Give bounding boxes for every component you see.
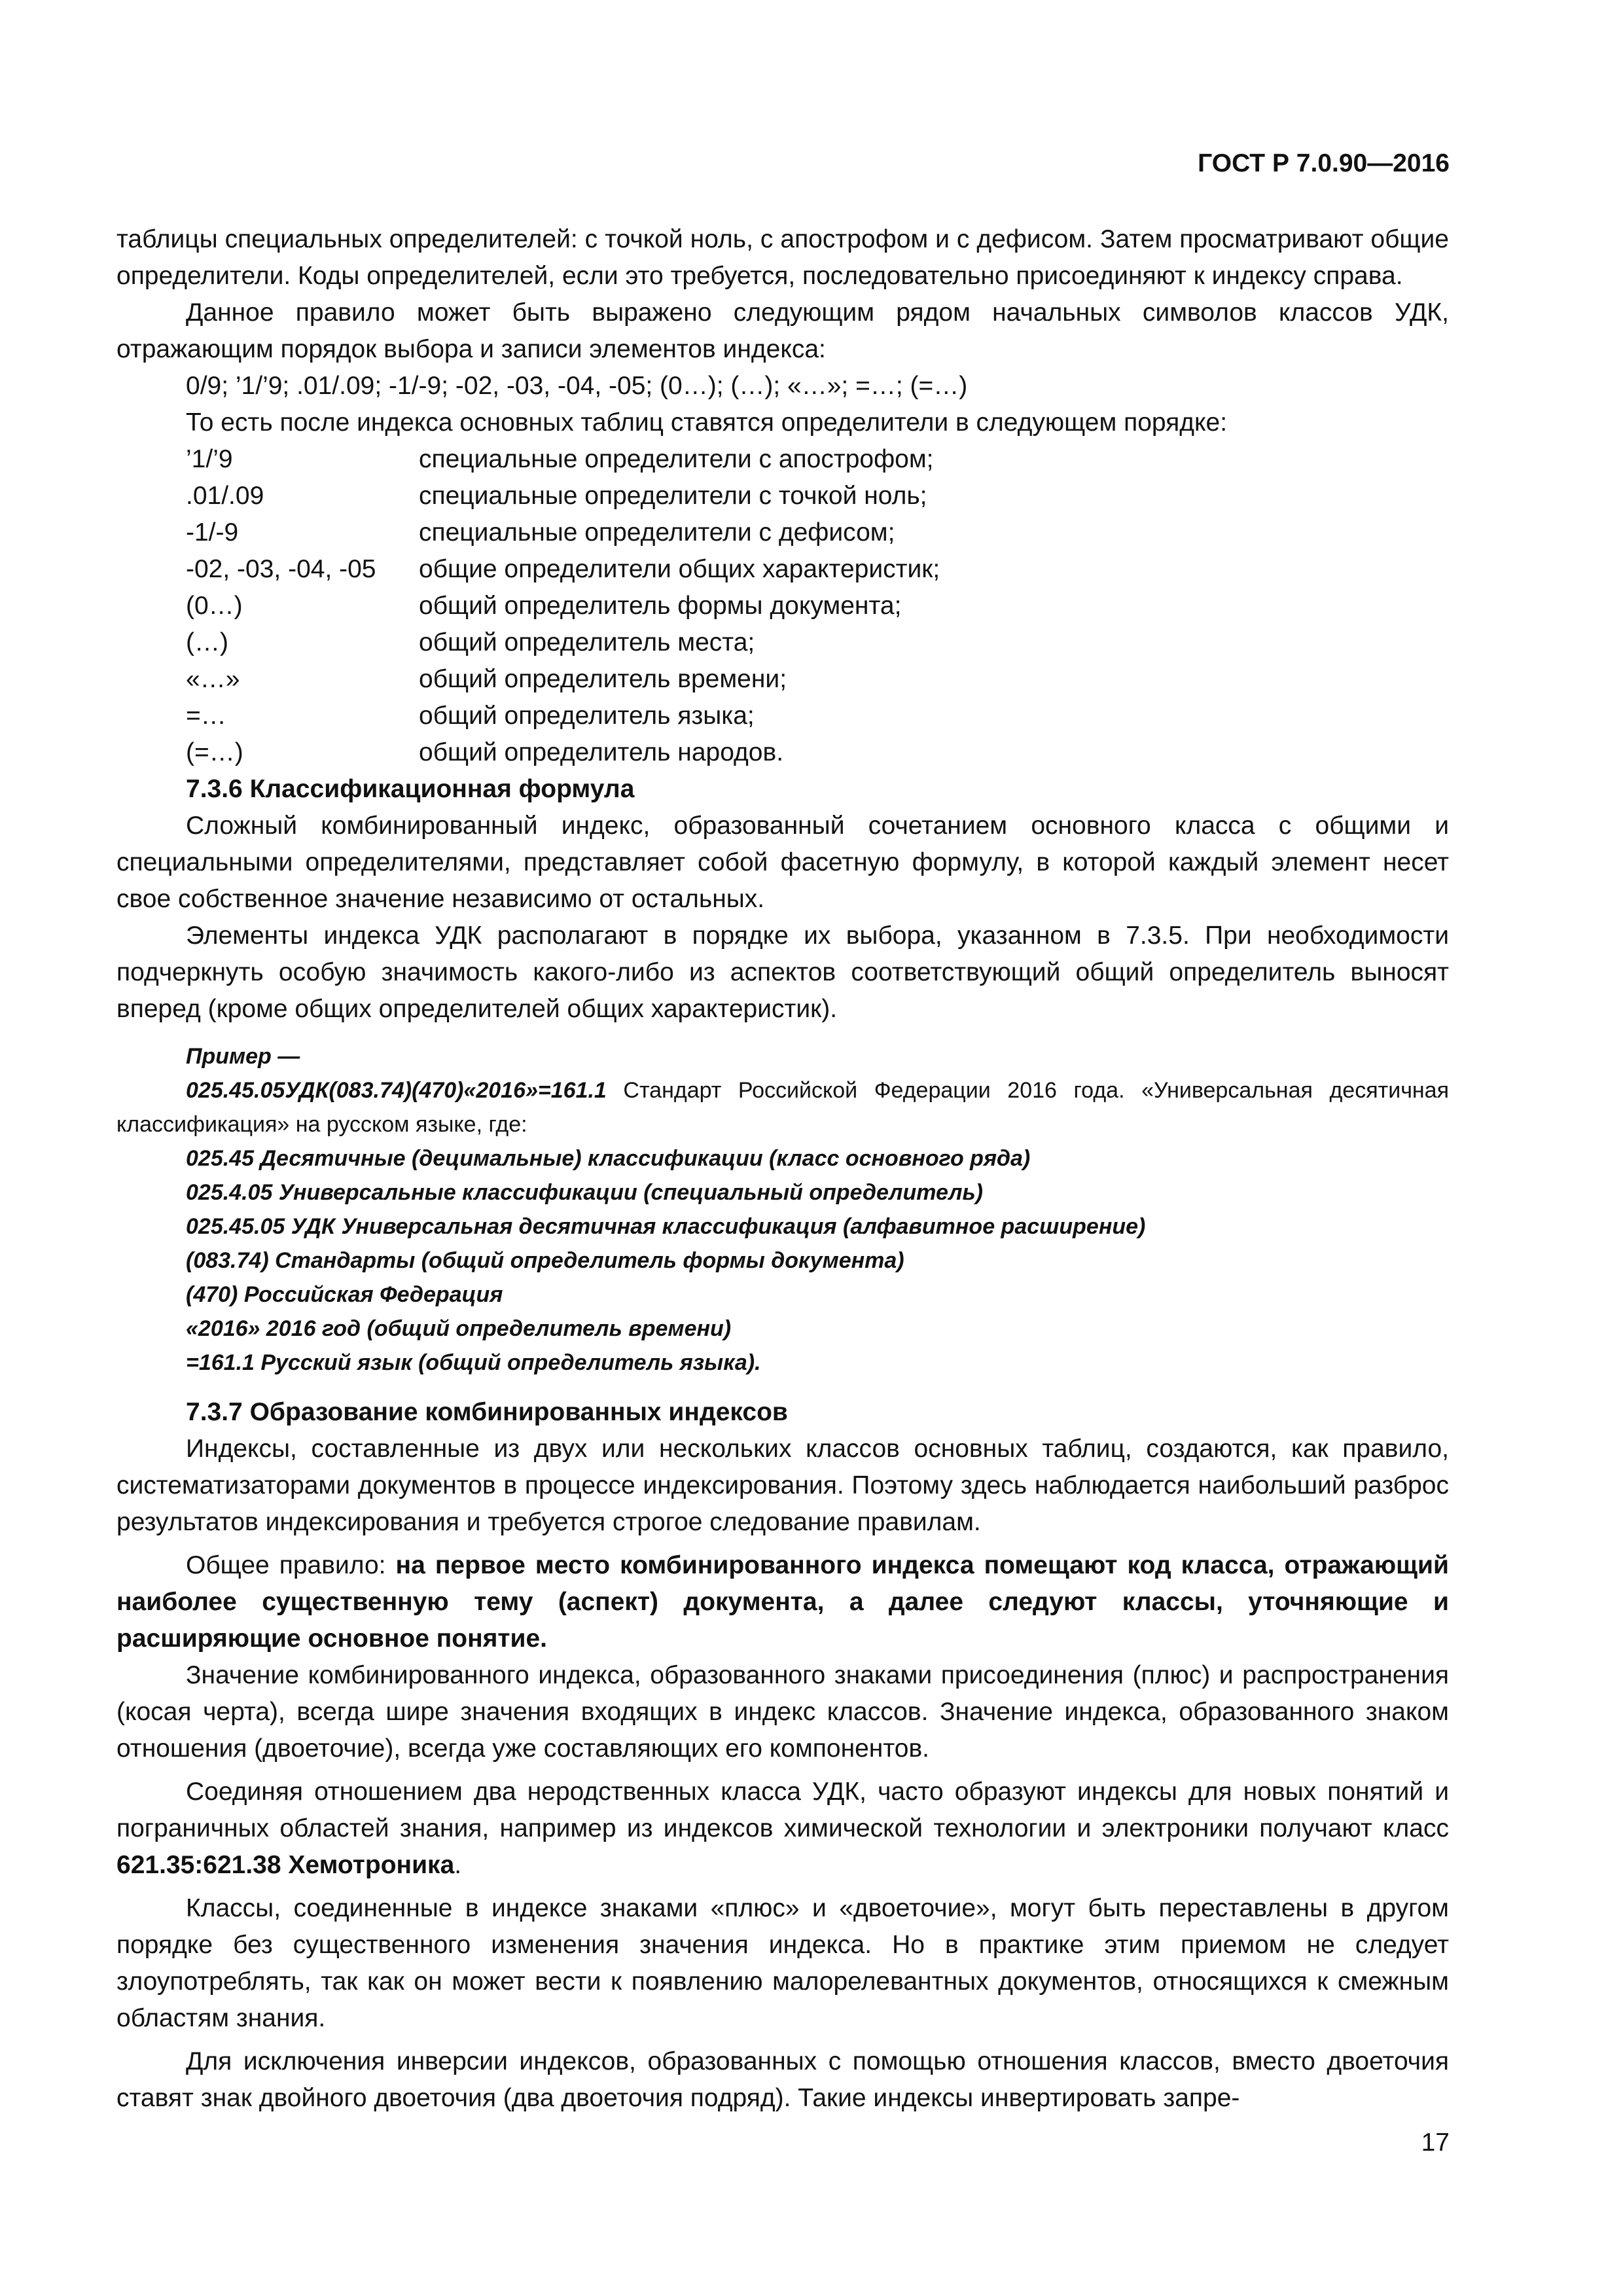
list-item-desc: общий определитель языка;	[419, 702, 755, 730]
list-item	[186, 478, 940, 514]
list-item	[186, 441, 940, 478]
example-label: Пример —	[186, 1044, 300, 1069]
paragraph: Классы, соединенные в индексе знаками «плюс» и «двоеточие», могут быть переставлены в другом порядке без существенного изменения значения индекса. Но в практике этим приемом не следует злоупотреблять, так как он может вести к появлению малорелевантных документов, относящихся к смежным областям знания.	[116, 1894, 1449, 2032]
paragraph: таблицы специальных определителей: с точкой ноль, с апострофом и с дефисом. Затем просматривают общие определители. Коды определителей, если это требуется, последовательно присоединяют к индексу справа.	[116, 225, 1449, 290]
example-line: «2016» 2016 год (общий определитель времени)	[186, 1316, 732, 1341]
list-item	[186, 588, 940, 624]
paragraph-text: Соединяя отношением два неродственных класса УДК, часто образуют индексы для новых понятий и пограничных областей знания, например из индексов химической технологии и электроники получают класс	[116, 1778, 1449, 1842]
list-item-code: ’1/’9	[186, 445, 233, 473]
example-line: 025.45 Десятичные (децимальные) классификации (класс основного ряда)	[186, 1146, 1031, 1171]
list-item	[186, 661, 940, 698]
class-example: 621.35:621.38 Хемотроника	[116, 1851, 455, 1879]
paragraph: То есть после индекса основных таблиц ставятся определители в следующем порядке:	[186, 408, 1228, 437]
rule-text: на первое место комбинированного индекса помещают код класса, отражающий наиболее существенную тему (аспект) документа, а далее следуют классы, уточняющие и расширяющие основное понятие.	[116, 1551, 1449, 1653]
paragraph: Значение комбинированного индекса, образованного знаками присоединения (плюс) и распространения (косая черта), всегда шире значения входящих в индекс классов. Значение индекса, образованного знаком отношения (двоеточие), всегда уже составляющих его компонентов.	[116, 1661, 1449, 1763]
list-item	[186, 698, 940, 734]
list-item	[186, 514, 940, 551]
list-item-desc: общий определитель формы документа;	[419, 592, 902, 620]
list-item	[186, 734, 940, 771]
list-item-desc: общие определители общих характеристик;	[419, 555, 940, 583]
list-item-code: (…)	[186, 628, 228, 656]
example-line: (470) Российская Федерация	[186, 1282, 503, 1307]
example-text: Стандарт Российской Федерации 2016 года. «Универсальная десятичная классификация» на русском языке, где:	[116, 1078, 1449, 1137]
document-header: ГОСТ Р 7.0.90—2016	[1198, 149, 1450, 177]
paragraph	[116, 1774, 1449, 1884]
rule-lead: Общее правило:	[186, 1551, 396, 1579]
page-body	[116, 221, 1449, 2117]
example-code: 025.45.05УДК(083.74)(470)«2016»=161.1	[186, 1078, 607, 1103]
section-heading-7-3-7: 7.3.7 Образование комбинированных индексов	[186, 1398, 788, 1426]
section-heading-7-3-6: 7.3.6 Классификационная формула	[186, 775, 635, 803]
paragraph: Индексы, составленные из двух или нескольких классов основных таблиц, создаются, как правило, систематизаторами документов в процессе индексирования. Поэтому здесь наблюдается наибольший разброс результатов индексирования и требуется строгое следование правилам.	[116, 1435, 1449, 1536]
determinant-order-list	[186, 441, 940, 771]
list-item-code: (=…)	[186, 738, 243, 766]
page-number: 17	[1421, 2128, 1450, 2157]
paragraph: Сложный комбинированный индекс, образованный сочетанием основного класса с общими и специальными определителями, представляет собой фасетную формулу, в которой каждый элемент несет свое собственное значение независимо от остальных.	[116, 812, 1449, 913]
paragraph: Данное правило может быть выражено следующим рядом начальных символов классов УДК, отражающим порядок выбора и записи элементов индекса:	[116, 298, 1449, 363]
paragraph: Элементы индекса УДК располагают в порядке их выбора, указанном в 7.3.5. При необходимости подчеркнуть особую значимость какого-либо из аспектов соответствующий общий определитель выносят вперед (кроме общих определителей общих характеристик).	[116, 922, 1449, 1023]
paragraph-end: .	[454, 1851, 462, 1879]
list-item-code: -1/-9	[186, 518, 239, 547]
list-item	[186, 551, 940, 588]
example-line: =161.1 Русский язык (общий определитель языка).	[186, 1350, 761, 1375]
paragraph: Для исключения инверсии индексов, образованных с помощью отношения классов, вместо двоеточия ставят знак двойного двоеточия (два двоеточия подряд). Такие индексы инвертировать запре-	[116, 2047, 1449, 2112]
list-item	[186, 624, 940, 661]
example-line: (083.74) Стандарты (общий определитель формы документа)	[186, 1248, 904, 1273]
list-item-desc: общий определитель места;	[419, 628, 755, 656]
list-item-desc: общий определитель времени;	[419, 665, 787, 693]
example-intro	[116, 1073, 1449, 1141]
list-item-code: (0…)	[186, 592, 243, 620]
list-item-code: «…»	[186, 665, 240, 693]
list-item-desc: специальные определители с точкой ноль;	[419, 482, 927, 510]
list-item-code: -02, -03, -04, -05	[186, 555, 376, 583]
example-line: 025.45.05 УДК Универсальная десятичная классификация (алфавитное расширение)	[186, 1214, 1146, 1239]
list-item-code: .01/.09	[186, 482, 264, 510]
example-line: 025.4.05 Универсальные классификации (специальный определитель)	[186, 1180, 983, 1205]
list-item-desc: общий определитель народов.	[419, 738, 784, 766]
list-item-desc: специальные определители с дефисом;	[419, 518, 895, 547]
list-item-code: =…	[186, 702, 226, 730]
index-sequence: 0/9; ’1/’9; .01/.09; -1/-9; -02, -03, -04, -05; (0…); (…); «…»; =…; (=…)	[186, 372, 968, 400]
paragraph	[116, 1547, 1449, 1657]
example-block	[116, 1039, 1449, 1380]
list-item-desc: специальные определители с апострофом;	[419, 445, 934, 473]
